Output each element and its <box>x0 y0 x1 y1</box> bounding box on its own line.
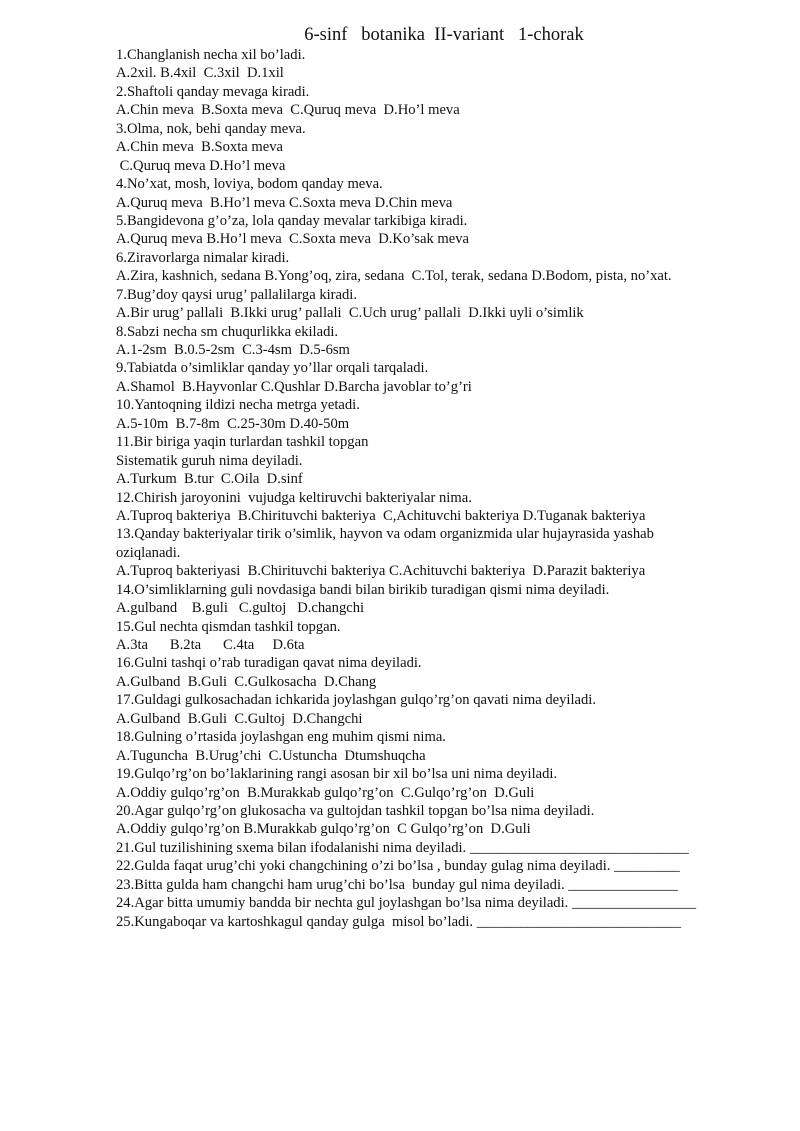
text-line: A.1-2sm B.0.5-2sm C.3-4sm D.5-6sm <box>116 342 350 358</box>
text-line: A.gulband B.guli C.gultoj D.changchi <box>116 600 365 617</box>
page-title: 6-sinf botanika II-variant 1-chorak <box>304 25 584 45</box>
text-line: A.Zira, kashnich, sedana B.Yong’oq, zira, sedana C.Tol, terak, sedana D.Bodom, pista, no’xat. <box>116 268 672 285</box>
text-line: 22.Gulda faqat urug’chi yoki changchining o’zi bo’lsa , bunday gulag nima deyiladi. _________ <box>116 858 680 875</box>
text-line: C.Quruq meva D.Ho’l meva <box>116 157 286 174</box>
text-line: A.Chin meva B.Soxta meva C.Quruq meva D.Ho’l meva <box>116 102 460 119</box>
text-line: Sistematik guruh nima deyiladi. <box>116 452 303 469</box>
text-line: 2.Shaftoli qanday mevaga kiradi. <box>116 83 310 100</box>
text-line: 21.Gul tuzilishining sxema bilan ifodalanishi nima deyiladi. ______________________________ <box>116 839 689 856</box>
text-line: A.Quruq meva B.Ho’l meva C.Soxta meva D.Chin meva <box>116 194 453 211</box>
text-line: A.Quruq meva B.Ho’l meva C.Soxta meva D.Ko’sak meva <box>116 231 470 248</box>
text-line: 5.Bangidevona g’o’za, lola qanday mevalar tarkibiga kiradi. <box>116 212 468 229</box>
text-line: A.Oddiy gulqo’rg’on B.Murakkab gulqo’rg’on C.Gulqo’rg’on D.Guli <box>116 784 535 801</box>
text-line: 17.Guldagi gulkosachadan ichkarida joylashgan gulqo’rg’on qavati nima deyiladi. <box>116 692 596 709</box>
text-line: A.Tuguncha B.Urug’chi C.Ustuncha Dtumshuqcha <box>116 747 426 764</box>
text-line: A.Tuproq bakteriyasi B.Chirituvchi bakteriya C.Achituvchi bakteriya D.Parazit bakteriya <box>116 563 646 580</box>
text-line: A.Tuproq bakteriya B.Chirituvchi bakteriya C,Achituvchi bakteriya D.Tuganak bakteriya <box>116 507 646 524</box>
text-line: 23.Bitta gulda ham changchi ham urug’chi bo’lsa bunday gul nima deyiladi. _______________ <box>116 876 678 893</box>
text-line: 3.Olma, nok, behi qanday meva. <box>116 120 306 137</box>
text-line: 11.Bir biriga yaqin turlardan tashkil topgan <box>116 434 369 451</box>
text-line: 20.Agar gulqo’rg’on glukosacha va gultojdan tashkil topgan bo’lsa nima deyiladi. <box>116 802 595 819</box>
text-line: 25.Kungaboqar va kartoshkagul qanday gulga misol bo’ladi. ____________________________ <box>116 913 682 930</box>
text-line: A.Gulband B.Guli C.Gultoj D.Changchi <box>116 710 363 727</box>
text-line: A.2xil. B.4xil C.3xil D.1xil <box>116 65 284 82</box>
text-line: A.Oddiy gulqo’rg’on B.Murakkab gulqo’rg’on C Gulqo’rg’on D.Guli <box>116 821 531 838</box>
text-line: A.Gulband B.Guli C.Gulkosacha D.Chang <box>116 673 377 690</box>
text-line: 6.Ziravorlarga nimalar kiradi. <box>116 249 290 266</box>
text-line: 10.Yantoqning ildizi necha metrga yetadi. <box>116 397 360 414</box>
text-line: 15.Gul nechta qismdan tashkil topgan. <box>116 618 341 635</box>
text-line: 7.Bug’doy qaysi urug’ pallalilarga kiradi. <box>116 286 358 303</box>
text-line: A.Bir urug’ pallali B.Ikki urug’ pallali C.Uch urug’ pallali D.Ikki uyli o’simlik <box>116 305 584 322</box>
question-list <box>116 46 796 931</box>
text-line: A.Turkum B.tur C.Oila D.sinf <box>116 471 303 488</box>
text-line: 1.Changlanish necha xil bo’ladi. <box>116 47 306 63</box>
text-line: A.Chin meva B.Soxta meva <box>116 139 283 156</box>
text-line: 16.Gulni tashqi o’rab turadigan qavat nima deyiladi. <box>116 655 422 672</box>
text-line: A.5-10m B.7-8m C.25-30m D.40-50m <box>116 415 350 432</box>
text-line: A.3ta B.2ta C.4ta D.6ta <box>116 637 305 653</box>
text-line: 4.No’xat, mosh, loviya, bodom qanday meva. <box>116 176 383 193</box>
text-line: 14.O’simliklarning guli novdasiga bandi bilan birikib turadigan qismi nima deyiladi. <box>116 581 610 598</box>
text-line: 18.Gulning o’rtasida joylashgan eng muhim qismi nima. <box>116 729 446 746</box>
text-line: 19.Gulqo’rg’on bo’laklarining rangi asosan bir xil bo’lsa uni nima deyiladi. <box>116 766 558 783</box>
text-line: 13.Qanday bakteriyalar tirik o’simlik, hayvon va odam organizmida ular hujayrasida yashab <box>116 526 654 543</box>
text-line: 24.Agar bitta umumiy bandda bir nechta gul joylashgan bo’lsa nima deyiladi. _________________ <box>116 895 696 912</box>
text-line: 8.Sabzi necha sm chuqurlikka ekiladi. <box>116 323 339 340</box>
text-line: A.Shamol B.Hayvonlar C.Qushlar D.Barcha javoblar to’g’ri <box>116 378 472 395</box>
text-line: oziqlanadi. <box>116 544 181 561</box>
text-line: 9.Tabiatda o’simliklar qanday yo’llar orqali tarqaladi. <box>116 360 429 377</box>
text-line: 12.Chirish jaroyonini vujudga keltiruvchi bakteriyalar nima. <box>116 489 472 506</box>
